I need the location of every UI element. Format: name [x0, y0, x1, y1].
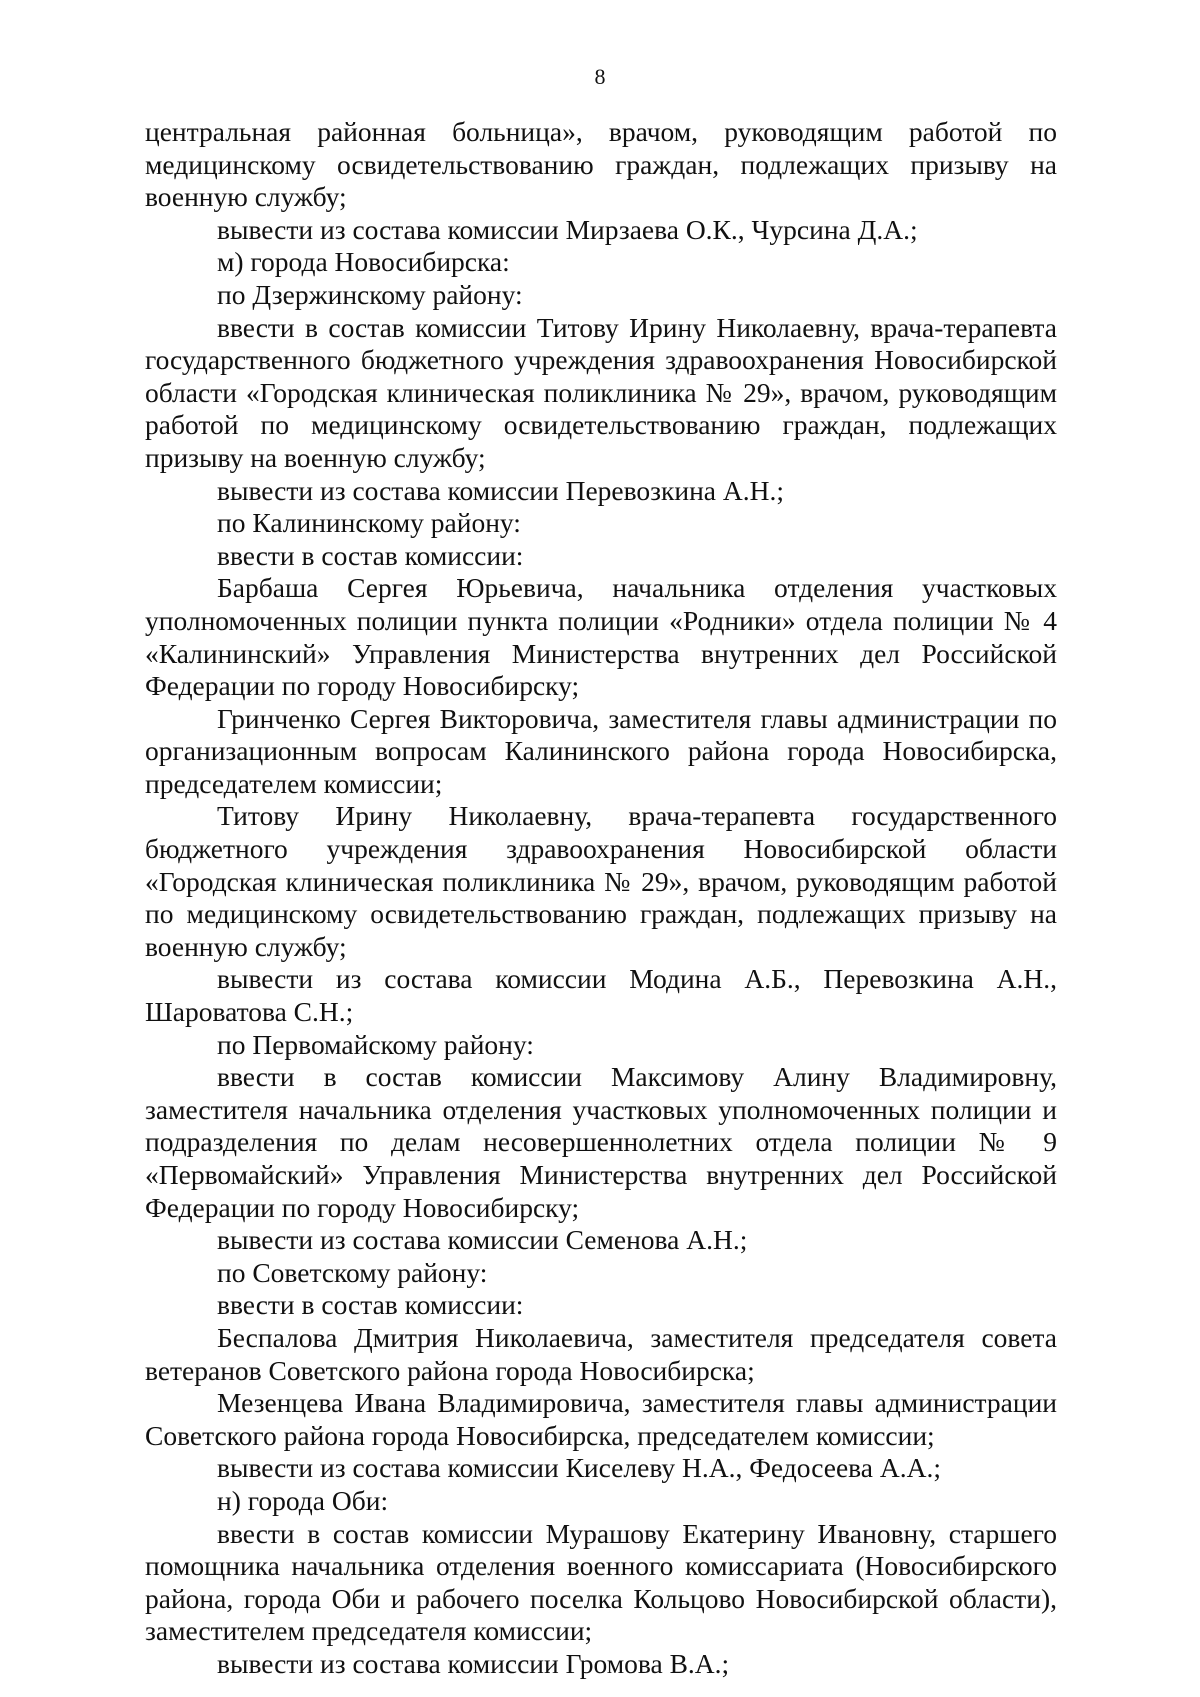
- paragraph: м) города Новосибирска:: [217, 246, 510, 278]
- document-body: [145, 116, 1057, 1681]
- paragraph: Беспалова Дмитрия Николаевича, заместителя председателя совета ветеранов Советского района города Новосибирска;: [145, 1321, 1057, 1386]
- paragraph: по Дзержинскому району:: [217, 278, 523, 310]
- paragraph: центральная районная больница», врачом, руководящим работой по медицинскому освидетельствованию граждан, подлежащих призыву на военную службу;: [145, 116, 1057, 213]
- paragraph: Барбаша Сергея Юрьевича, начальника отделения участковых уполномоченных полиции пункта полиции «Родники» отдела полиции № 4 «Калининский» Управления Министерства внутренних дел Российской Федерации по городу Новосибирску;: [145, 572, 1057, 702]
- paragraph: н) города Оби:: [217, 1484, 389, 1516]
- paragraph: Титову Ирину Николаевну, врача-терапевта государственного бюджетного учреждения здравоохранения Новосибирской области «Городская клиническая поликлиника № 29», врачом, руководящим работой по медицинскому освидетельствованию граждан, подлежащих призыву на военную службу;: [145, 800, 1057, 962]
- page-number: 8: [594, 64, 606, 89]
- paragraph: вывести из состава комиссии Мирзаева О.К., Чурсина Д.А.;: [217, 213, 918, 245]
- paragraph: вывести из состава комиссии Семенова А.Н.;: [217, 1224, 748, 1256]
- paragraph: ввести в состав комиссии:: [217, 539, 524, 571]
- paragraph: по Калининскому району:: [217, 507, 521, 539]
- paragraph: по Первомайскому району:: [217, 1028, 534, 1060]
- paragraph: вывести из состава комиссии Модина А.Б., Перевозкина А.Н., Шароватова С.Н.;: [145, 963, 1057, 1028]
- paragraph: вывести из состава комиссии Киселеву Н.А., Федосеева А.А.;: [217, 1452, 941, 1484]
- paragraph: по Советскому району:: [217, 1256, 488, 1288]
- paragraph: Мезенцева Ивана Владимировича, заместителя главы администрации Советского района города Новосибирска, председателем комиссии;: [145, 1387, 1057, 1451]
- paragraph: ввести в состав комиссии Мурашову Екатерину Ивановну, старшего помощника начальника отделения военного комиссариата (Новосибирского района, города Оби и рабочего поселка Кольцово Новосибирской области), заместителем председателя комиссии;: [145, 1517, 1057, 1647]
- paragraph: ввести в состав комиссии:: [217, 1289, 524, 1321]
- paragraph: ввести в состав комиссии Титову Ирину Николаевну, врача-терапевта государственного бюджетного учреждения здравоохранения Новосибирской области «Городская клиническая поликлиника № 29», врачом, руководящим работой по медицинскому освидетельствованию граждан, подлежащих призыву на военную службу;: [145, 311, 1057, 473]
- paragraph: вывести из состава комиссии Перевозкина А.Н.;: [217, 474, 784, 506]
- paragraph: вывести из состава комиссии Громова В.А.;: [217, 1647, 730, 1679]
- paragraph: ввести в состав комиссии Максимову Алину Владимировну, заместителя начальника отделения участковых уполномоченных полиции и подразделения по делам несовершеннолетних отдела полиции № 9 «Первомайский» Управления Министерства внутренних дел Российской Федерации по городу Новосибирску;: [145, 1061, 1057, 1223]
- paragraph: Гринченко Сергея Викторовича, заместителя главы администрации по организационным вопросам Калининского района города Новосибирска, председателем комиссии;: [145, 702, 1057, 799]
